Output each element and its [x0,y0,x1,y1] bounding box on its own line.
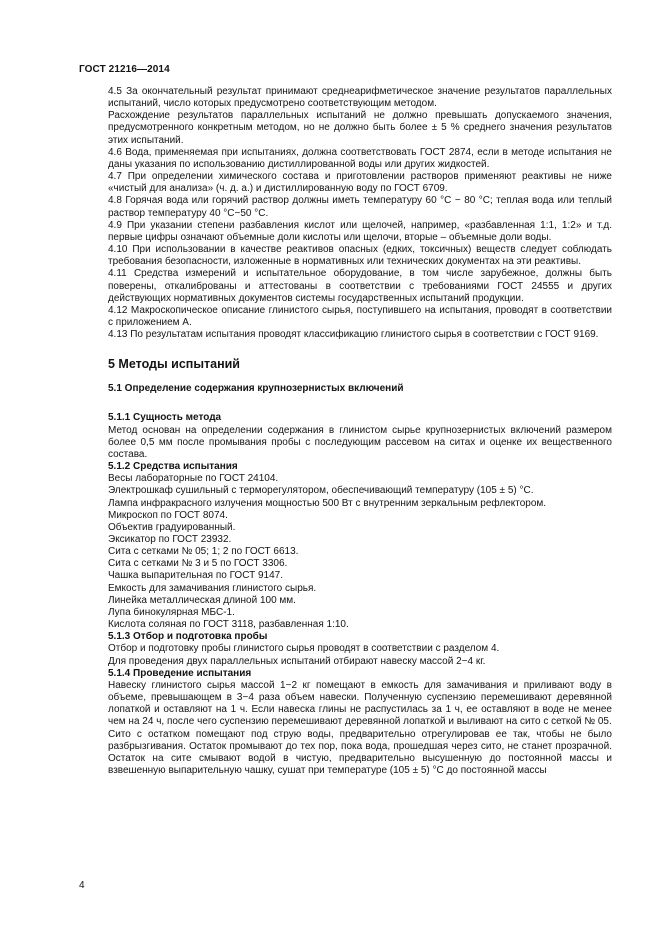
list-item: Для проведения двух параллельных испытаний отбирают навеску массой 2−4 кг. [108,655,486,667]
equipment-list [108,473,612,631]
list-item: Сита с сетками № 3 и 5 по ГОСТ 3306. [108,558,288,570]
list-item: Электрошкаф сушильный с терморегулятором, обеспечивающий температуру (105 ± 5) °С. [108,485,534,497]
document-code: ГОСТ 21216—2014 [79,64,170,75]
clause-4-9: 4.9 При указании степени разбавления кислот или щелочей, например, «разбавленная 1:1, 1:2» и т.д. первые цифры означают объемные доли кислоты или щелочи, вторые – объемные доли воды. [108,219,612,243]
list-item: Лампа инфракрасного излучения мощностью 500 Вт с внутренним зеркальным рефлектором. [108,497,547,509]
clause-4-7: 4.7 При определении химического состава и приготовлении растворов применяют реактивы не ниже «чистый для анализа» (ч. д. а.) и дистиллированную воду по ГОСТ 6709. [108,171,612,195]
page-body [108,86,612,777]
clause-4-10: 4.10 При использовании в качестве реактивов опасных (едких, токсичных) веществ следует соблюдать требования безопасности, изложенные в нормативных или технических документах на эти реактивы. [108,244,612,268]
section-5-title: 5 Методы испытаний [108,357,240,372]
clause-5-1-1-title: 5.1.1 Сущность метода [108,412,222,424]
clause-4-11: 4.11 Средства измерений и испытательное оборудование, в том числе зарубежное, должны быть поверены, откалиброваны и аттестованы в соответствии с требованиями ГОСТ 24555 и других действующих нормативных документов системы государственных испытаний продукции. [108,268,612,304]
clause-4-8: 4.8 Горячая вода или горячий раствор должны иметь температуру 60 °С − 80 °С; теплая вода или теплый раствор температуру 40 °С−50 °С. [108,195,612,219]
clause-4-5-divergence: Расхождение результатов параллельных испытаний не должно превышать допускаемого значения, предусмотренного конкретным методом, но не должно быть более ± 5 % среднего значения результатов этих испытаний. [108,110,612,146]
list-item: Эксикатор по ГОСТ 23932. [108,534,232,545]
clause-5-1-1-text: Метод основан на определении содержания в глинистом сырье крупнозернистых включений размером более 0,5 мм после промывания пробы с последующим рассевом на ситах и оценке их вещественного состава. [108,424,612,460]
list-item: Сита с сетками № 05; 1; 2 по ГОСТ 6613. [108,546,299,558]
clause-5-1-4-para-1: Навеску глинистого сырья массой 1−2 кг помещают в емкость для замачивания и приливают воду в объеме, превышающем в 3−4 раза объем навески. Полученную суспензию перемешивают деревянной лопаткой и оставляют на 1 ч. Если навеска глины не распустилась за 1 ч, ее оставляют в воде не менее чем на 24 ч, после чего суспензию перемешивают деревянной лопаткой и выливают на сито с сеткой № 05. [108,679,612,728]
list-item: Объектив градуированный. [108,521,236,533]
list-item: Весы лабораторные по ГОСТ 24104. [108,473,279,485]
list-item: Кислота соляная по ГОСТ 3118, разбавленная 1:10. [108,619,349,631]
clause-5-1-4-para-2: Сито с остатком помещают под струю воды, предварительно отрегулировав ее так, чтобы не было разбрызгивания. Остаток промывают до тех пор, пока вода, прошедшая через сито, не станет прозрачной. Остаток на сите смывают водой в чистую, предварительно высушенную до постоянной массы и взвешенную выпарительную чашку, сушат при температуре (105 ± 5) °С до постоянной массы [108,728,612,776]
clause-5-1-4-title: 5.1.4 Проведение испытания [108,667,252,679]
list-item: Отбор и подготовку пробы глинистого сырья проводят в соответствии с разделом 4. [108,643,500,655]
clause-4-12: 4.12 Макроскопическое описание глинистого сырья, поступившего на испытания, проводят в соответствии с приложением А. [108,304,612,328]
subsection-5-1-title: 5.1 Определение содержания крупнозернистых включений [108,383,404,395]
clause-4-5: 4.5 За окончательный результат принимают среднеарифметическое значение результатов параллельных испытаний, число которых предусмотрено соответствующим методом. [108,86,612,110]
list-item: Линейка металлическая длиной 100 мм. [108,594,296,606]
clause-4-13: 4.13 По результатам испытания проводят классификацию глинистого сырья в соответствии с ГОСТ 9169. [108,329,599,341]
clause-4-6: 4.6 Вода, применяемая при испытаниях, должна соответствовать ГОСТ 2874, если в методе испытания не даны указания по использованию дистиллированной воды или других жидкостей. [108,146,612,170]
page-number: 4 [79,880,85,891]
clause-5-1-2-title: 5.1.2 Средства испытания [108,461,238,473]
sampling-list [108,643,612,667]
list-item: Емкость для замачивания глинистого сырья. [108,582,317,594]
clause-5-1-3-title: 5.1.3 Отбор и подготовка пробы [108,631,268,643]
list-item: Микроскоп по ГОСТ 8074. [108,509,228,521]
list-item: Лупа бинокулярная МБС-1. [108,606,235,618]
list-item: Чашка выпарительная по ГОСТ 9147. [108,570,284,582]
